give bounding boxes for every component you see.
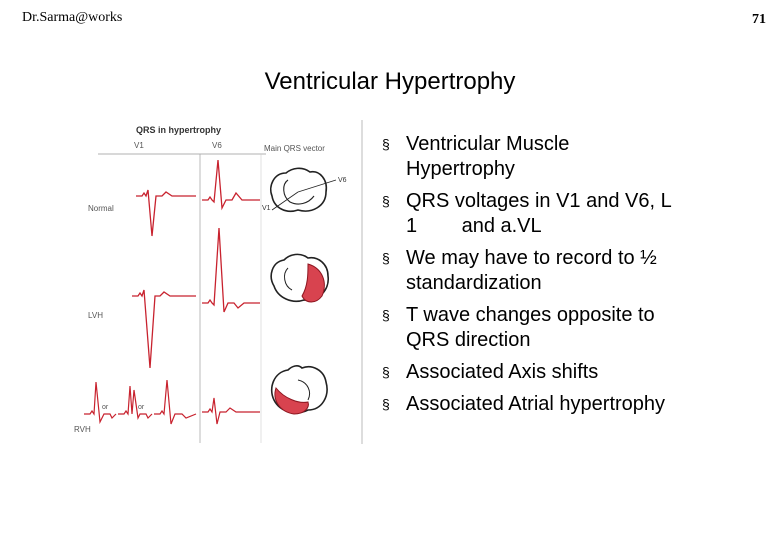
bullet-text-continued: 1 and a.VL bbox=[406, 215, 542, 237]
bullet-marker-icon: § bbox=[382, 396, 390, 412]
bullet-text: We may have to record to ½ bbox=[406, 247, 657, 269]
bullet-item bbox=[382, 303, 762, 353]
or-label: or bbox=[138, 404, 145, 411]
bullet-item bbox=[382, 392, 762, 417]
or-label: or bbox=[102, 404, 109, 411]
row-label-normal: Normal bbox=[88, 204, 114, 213]
lead-v6-label: V6 bbox=[212, 141, 222, 150]
bullet-text-continued: standardization bbox=[406, 272, 542, 294]
bullet-marker-icon: § bbox=[382, 136, 390, 152]
bullet-text-continued: Hypertrophy bbox=[406, 158, 515, 180]
heart-vector-rvh bbox=[272, 366, 327, 414]
vector-heading: Main QRS vector bbox=[264, 144, 325, 153]
vector-v6-label: V6 bbox=[338, 177, 347, 184]
bullet-marker-icon: § bbox=[382, 364, 390, 380]
bullet-list bbox=[382, 132, 762, 424]
slide-title: Ventricular Hypertrophy bbox=[264, 68, 516, 95]
bullet-item bbox=[382, 132, 762, 182]
row-label-lvh: LVH bbox=[88, 311, 103, 320]
bullet-marker-icon: § bbox=[382, 250, 390, 266]
bullet-text: QRS voltages in V1 and V6, L bbox=[406, 190, 672, 212]
vector-v1-label: V1 bbox=[262, 205, 271, 212]
author-label: Dr.Sarma@works bbox=[22, 10, 123, 25]
bullet-text: Associated Atrial hypertrophy bbox=[406, 393, 666, 415]
bullet-text: Ventricular Muscle bbox=[406, 133, 570, 155]
bullet-marker-icon: § bbox=[382, 307, 390, 323]
bullet-item bbox=[382, 189, 762, 239]
bullet-text: T wave changes opposite to bbox=[406, 304, 655, 326]
bullet-text-continued: QRS direction bbox=[406, 329, 531, 351]
qrs-hypertrophy-figure bbox=[36, 118, 364, 446]
page-number: 71 bbox=[752, 12, 766, 27]
heart-vector-lvh bbox=[271, 254, 328, 302]
figure-heading: QRS in hypertrophy bbox=[136, 125, 222, 135]
bullet-item bbox=[382, 246, 762, 296]
row-label-rvh: RVH bbox=[74, 425, 91, 434]
bullet-item bbox=[382, 360, 762, 385]
lead-v1-label: V1 bbox=[134, 141, 144, 150]
bullet-marker-icon: § bbox=[382, 193, 390, 209]
bullet-text: Associated Axis shifts bbox=[406, 361, 599, 383]
